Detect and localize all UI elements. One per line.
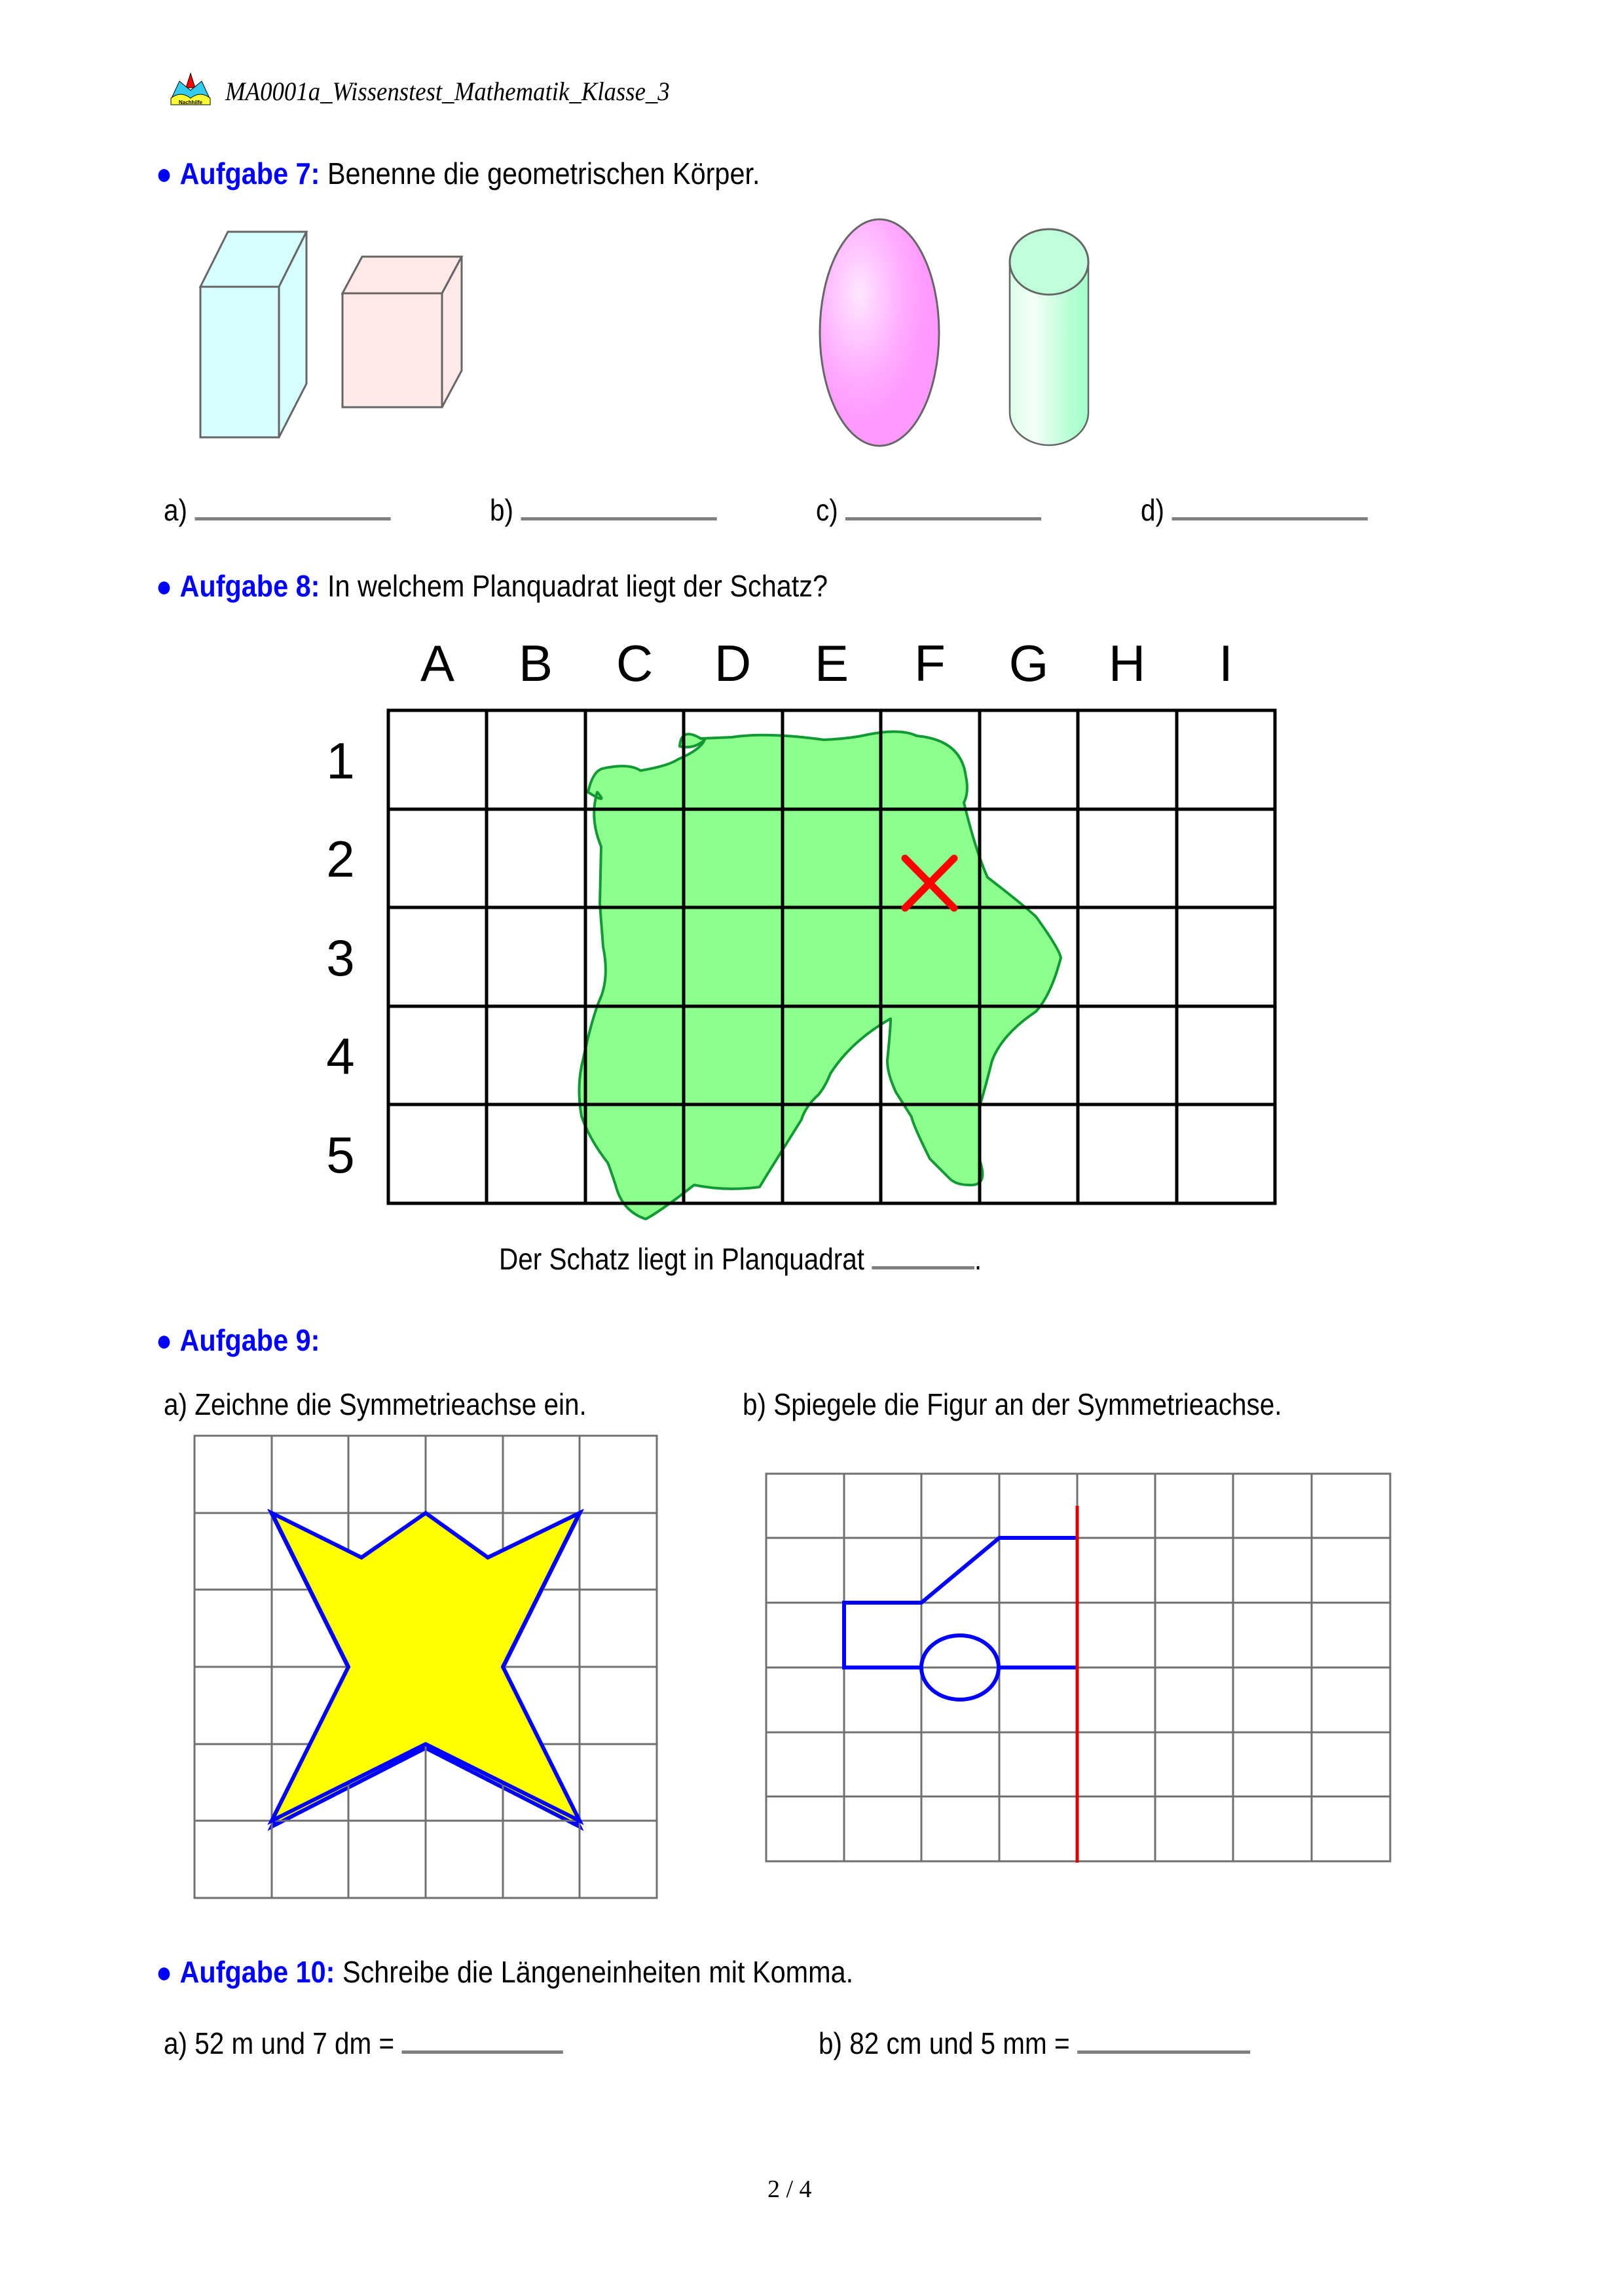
row-label-1: 1 xyxy=(326,732,355,790)
answer-b-input[interactable] xyxy=(521,517,716,520)
answer-c-input[interactable] xyxy=(845,517,1041,520)
task-9a-instruction xyxy=(164,1387,587,1422)
half-figure xyxy=(844,1538,1077,1700)
mirror-figure-grid[interactable] xyxy=(763,1470,1398,1869)
subtask-label: b) xyxy=(819,2026,842,2060)
row-label-4: 4 xyxy=(326,1027,355,1085)
bullet-icon: ● xyxy=(156,1323,173,1357)
subtask-label: a) xyxy=(164,2026,187,2060)
bullet-icon: ● xyxy=(156,156,173,191)
treasure-map xyxy=(386,708,1277,1206)
column-label-a: A xyxy=(420,634,455,692)
task-7-heading xyxy=(156,156,760,191)
island-shape xyxy=(579,731,1061,1219)
task-9-heading xyxy=(156,1322,320,1358)
answer-label: c) xyxy=(816,493,838,527)
task-10-heading xyxy=(156,1954,853,1990)
answer-label: b) xyxy=(490,493,513,527)
answer-a-input[interactable] xyxy=(194,517,390,520)
task-9b-instruction xyxy=(743,1387,1282,1422)
answer-prefix: Der Schatz liegt in Planquadrat xyxy=(499,1242,865,1276)
answer-label: d) xyxy=(1141,493,1164,527)
row-label-5: 5 xyxy=(326,1126,355,1184)
bullet-icon: ● xyxy=(156,1955,173,1989)
task-text: Schreibe die Längeneinheiten mit Komma. xyxy=(335,1955,854,1989)
answer-d-row xyxy=(1141,492,1367,528)
task-label: Aufgabe 9: xyxy=(179,1323,320,1357)
answer-d-input[interactable] xyxy=(1172,517,1367,520)
sphere-shape xyxy=(819,219,943,454)
length-expression: 52 m und 7 dm = xyxy=(194,2026,395,2060)
answer-10a-input[interactable] xyxy=(401,2050,563,2054)
bullet-icon: ● xyxy=(156,569,173,603)
star-symmetry-grid[interactable] xyxy=(193,1432,665,1904)
subtask-text: Spiegele die Figur an der Symmetrieachse. xyxy=(773,1387,1282,1421)
task-text: In welchem Planquadrat liegt der Schatz? xyxy=(320,569,828,603)
task-8-answer-row xyxy=(499,1241,982,1277)
length-expression: 82 cm und 5 mm = xyxy=(849,2026,1070,2060)
row-label-3: 3 xyxy=(326,929,355,987)
task-10a-row xyxy=(164,2026,563,2061)
svg-text:Nachhilfe: Nachhilfe xyxy=(178,100,203,105)
planquadrat-input[interactable] xyxy=(872,1266,974,1269)
answer-10b-input[interactable] xyxy=(1077,2050,1250,2054)
column-label-f: F xyxy=(914,634,946,692)
header xyxy=(169,71,824,117)
column-label-h: H xyxy=(1108,634,1146,692)
row-label-2: 2 xyxy=(326,830,355,888)
answer-c-row xyxy=(816,492,1041,528)
task-label: Aufgabe 7: xyxy=(179,156,320,191)
answer-suffix: . xyxy=(974,1242,982,1276)
document-title: MA0001a_Wissenstest_Mathematik_Klasse_3 xyxy=(225,77,670,106)
task-label: Aufgabe 10: xyxy=(179,1955,335,1989)
cylinder-shape xyxy=(1008,223,1094,458)
task-8-heading xyxy=(156,568,828,604)
answer-a-row xyxy=(164,492,390,528)
column-label-g: G xyxy=(1008,634,1049,692)
column-label-d: D xyxy=(714,634,752,692)
column-label-c: C xyxy=(616,634,654,692)
subtask-label: b) xyxy=(743,1387,766,1421)
task-text: Benenne die geometrischen Körper. xyxy=(320,156,760,191)
answer-b-row xyxy=(490,492,716,528)
answer-label: a) xyxy=(164,493,187,527)
column-label-e: E xyxy=(814,634,849,692)
page-number: 2 / 4 xyxy=(767,2176,812,2203)
cuboid-shape xyxy=(195,230,313,446)
nachhilfe-logo-icon xyxy=(169,73,212,106)
task-label: Aufgabe 8: xyxy=(179,569,320,603)
cube-shape xyxy=(337,257,462,414)
task-10b-row xyxy=(819,2026,1250,2061)
subtask-text: Zeichne die Symmetrieachse ein. xyxy=(194,1387,587,1421)
subtask-label: a) xyxy=(164,1387,187,1421)
column-label-b: B xyxy=(518,634,553,692)
column-label-i: I xyxy=(1219,634,1233,692)
